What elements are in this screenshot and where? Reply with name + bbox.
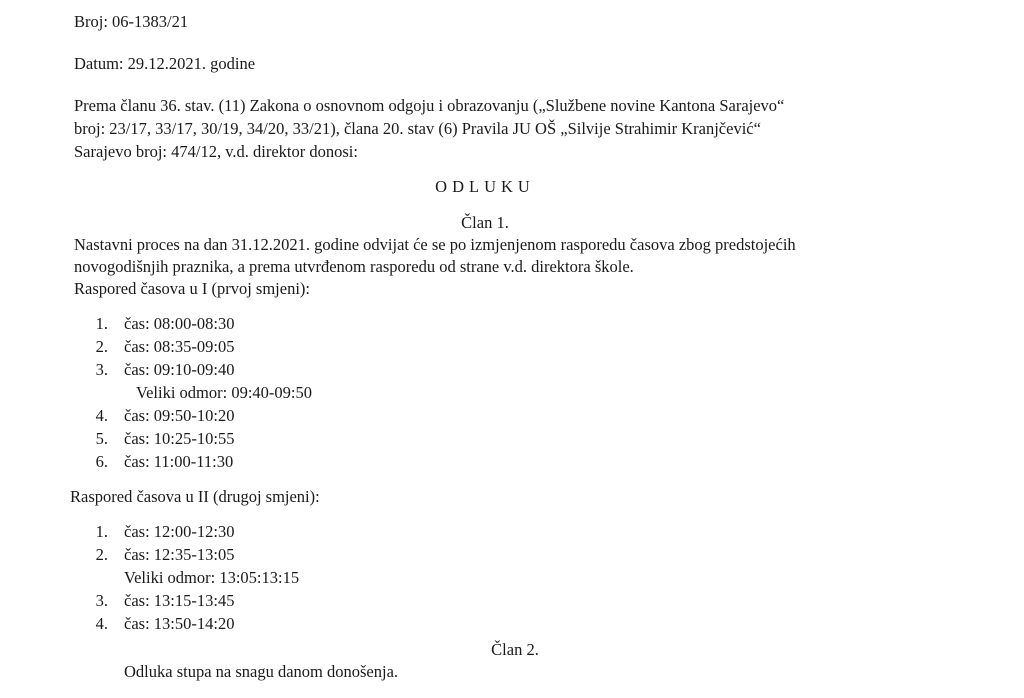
shift-2-heading: Raspored časova u II (drugoj smjeni):	[70, 487, 320, 506]
list-item-number: 4.	[95, 614, 108, 633]
list-item-text: čas: 08:00-08:30	[124, 314, 235, 333]
list-item-text: čas: 12:35-13:05	[124, 545, 235, 564]
list-item-number: 3.	[95, 591, 108, 610]
article-2-text: Odluka stupa na snagu danom donošenja.	[124, 662, 399, 681]
list-item-number: 2.	[95, 337, 108, 356]
list-item-number: 3.	[95, 360, 108, 379]
preamble-line-2: broj: 23/17, 33/17, 30/19, 34/20, 33/21), člana 20. stav (6) Pravila JU OŠ „Silvije Strahimir Kranjčević“	[74, 119, 761, 138]
list-item-text: čas: 11:00-11:30	[124, 452, 234, 471]
preamble-line-1: Prema članu 36. stav. (11) Zakona o osnovnom odgoju i obrazovanju („Službene novine Kantona Sarajevo“	[74, 96, 785, 115]
list-item-number: 6.	[95, 452, 108, 471]
break-text: Veliki odmor: 13:05:13:15	[124, 568, 300, 587]
list-item-number: 1.	[95, 314, 108, 333]
list-item-number: 1.	[95, 522, 108, 541]
preamble-line-3: Sarajevo broj: 474/12, v.d. direktor donosi:	[74, 142, 358, 161]
list-item-number: 4.	[95, 406, 108, 425]
list-item-text: čas: 13:50-14:20	[124, 614, 235, 633]
list-item-text: čas: 08:35-09:05	[124, 337, 235, 356]
shift-1-heading: Raspored časova u I (prvoj smjeni):	[74, 279, 310, 298]
article-1-line-2: novogodišnjih praznika, a prema utvrđenom rasporedu od strane v.d. direktora škole.	[74, 257, 634, 276]
list-item-text: čas: 10:25-10:55	[124, 429, 235, 448]
article-1-line-1: Nastavni proces na dan 31.12.2021. godine odvijat će se po izmjenjenom rasporedu časova zbog predstojećih	[74, 235, 796, 254]
list-item-text: čas: 12:00-12:30	[124, 522, 235, 541]
list-item-text: čas: 13:15-13:45	[124, 591, 235, 610]
article-2-heading: Član 2.	[491, 640, 539, 659]
article-1-heading: Član 1.	[461, 213, 509, 232]
list-item-number: 5.	[95, 429, 108, 448]
decision-title: ODLUKU	[435, 177, 535, 196]
document-date: Datum: 29.12.2021. godine	[74, 54, 256, 73]
list-item-text: čas: 09:50-10:20	[124, 406, 235, 425]
list-item-text: čas: 09:10-09:40	[124, 360, 235, 379]
document-number: Broj: 06-1383/21	[74, 12, 189, 31]
list-item-number: 2.	[95, 545, 108, 564]
break-text: Veliki odmor: 09:40-09:50	[136, 383, 312, 402]
